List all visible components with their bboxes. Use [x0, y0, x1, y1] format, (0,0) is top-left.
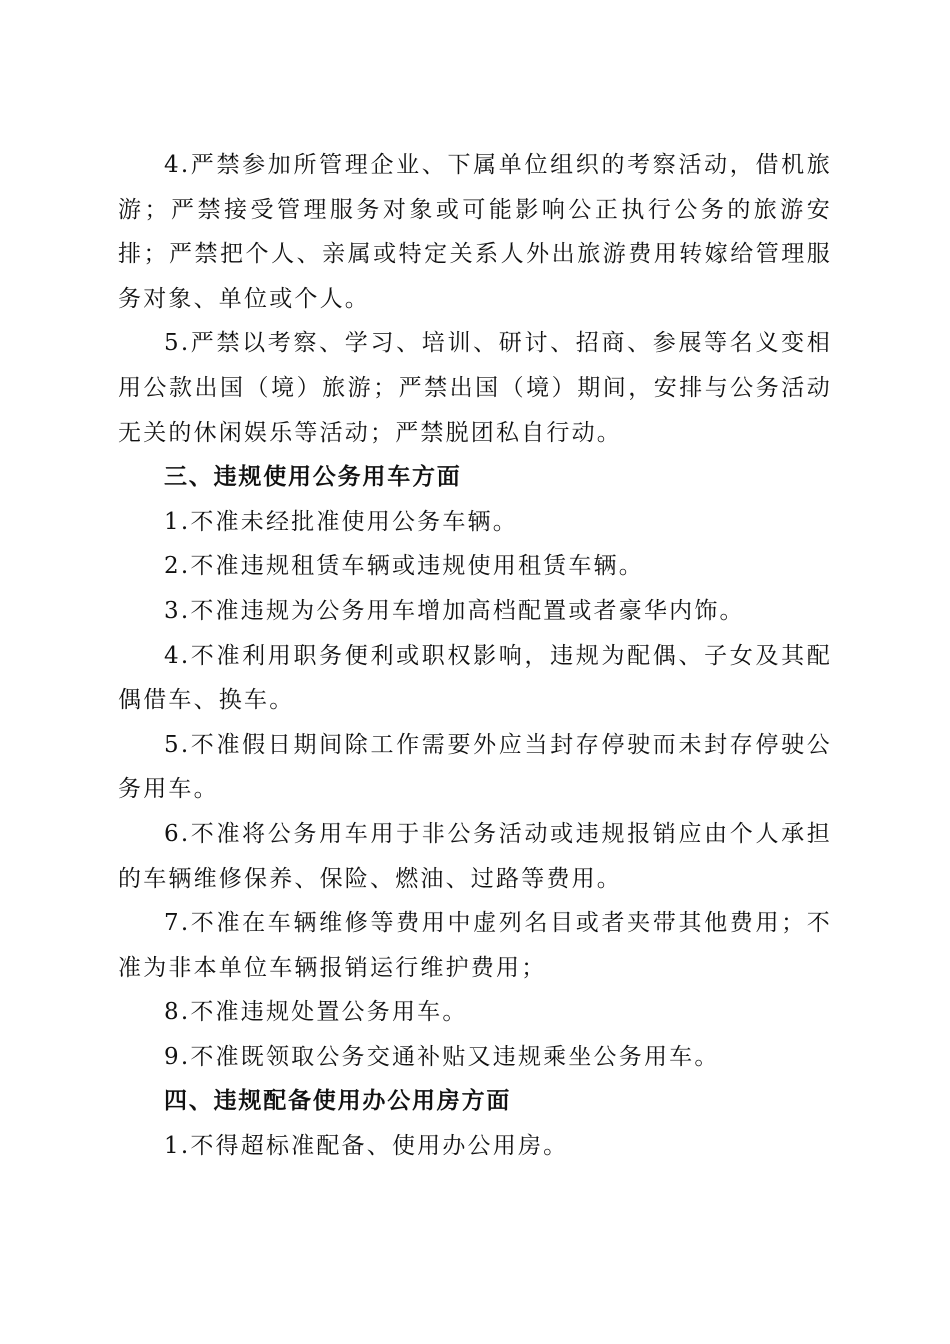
paragraph-vehicle-item-3: 3.不准违规为公务用车增加高档配置或者豪华内饰。: [164, 597, 745, 624]
paragraph-vehicle-item-7: 7.不准在车辆维修等费用中虚列名目或者夹带其他费用；不准为非本单位车辆报销运行维护费用；: [118, 910, 832, 981]
paragraph-office-item-1: 1.不得超标准配备、使用办公用房。: [164, 1133, 569, 1160]
paragraph-vehicle-item-1: 1.不准未经批准使用公务车辆。: [164, 508, 518, 535]
section-heading-office-space: 四、违规配备使用办公用房方面: [164, 1088, 512, 1115]
paragraph-vehicle-item-9: 9.不准既领取公务交通补贴又违规乘坐公务用车。: [164, 1043, 720, 1070]
paragraph-vehicle-item-2: 2.不准违规租赁车辆或违规使用租赁车辆。: [164, 553, 644, 580]
document-page: [118, 143, 832, 1169]
paragraph-vehicle-item-8: 8.不准违规处置公务用车。: [164, 999, 468, 1026]
paragraph-travel-item-4: 4.严禁参加所管理企业、下属单位组织的考察活动，借机旅游；严禁接受管理服务对象或可能影响公正执行公务的旅游安排；严禁把个人、亲属或特定关系人外出旅游费用转嫁给管理服务对象、单位或个人。: [118, 152, 832, 312]
paragraph-vehicle-item-6: 6.不准将公务用车用于非公务活动或违规报销应由个人承担的车辆维修保养、保险、燃油、过路等费用。: [118, 820, 832, 892]
paragraph-travel-item-5: 5.严禁以考察、学习、培训、研讨、招商、参展等名义变相用公款出国（境）旅游；严禁出国（境）期间，安排与公务活动无关的休闲娱乐等活动；严禁脱团私自行动。: [118, 330, 832, 446]
paragraph-vehicle-item-4: 4.不准利用职务便利或职权影响，违规为配偶、子女及其配偶借车、换车。: [118, 642, 832, 714]
section-heading-vehicles: 三、违规使用公务用车方面: [164, 464, 462, 491]
paragraph-vehicle-item-5: 5.不准假日期间除工作需要外应当封存停驶而未封存停驶公务用车。: [118, 731, 832, 803]
